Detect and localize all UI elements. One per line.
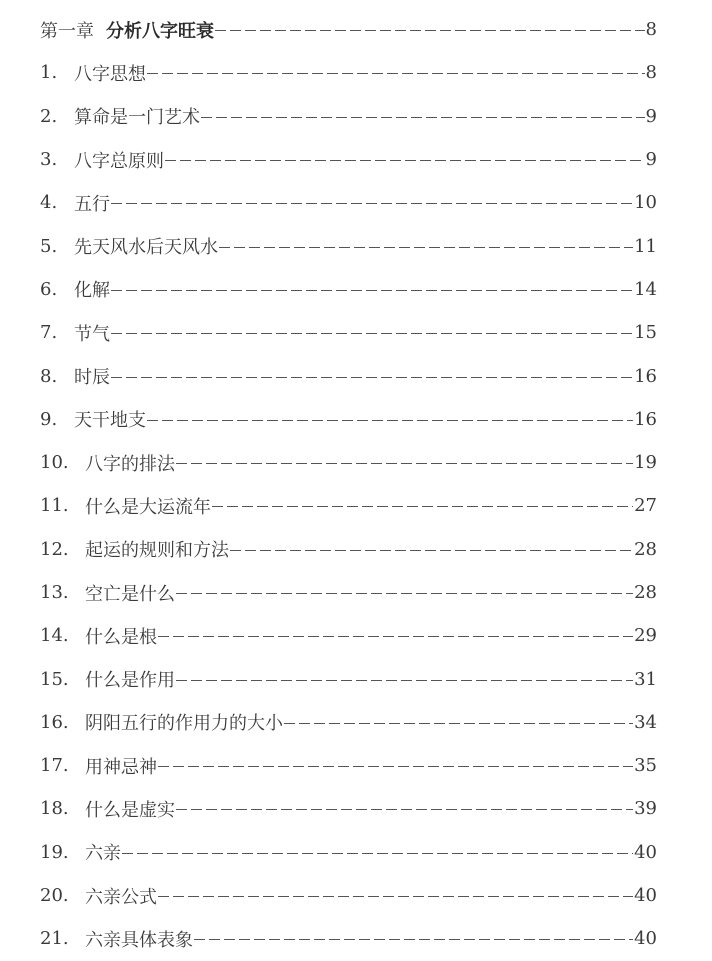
entry-page: 40 [634,885,657,907]
entry-page: 27 [634,495,657,517]
entry-number: 21. [40,928,69,950]
entry-title: 什么是作用 [85,670,175,692]
entry-number: 20. [40,885,69,907]
entry-page: 34 [634,711,657,733]
entry-title: 起运的规则和方法 [85,540,229,562]
entry-number: 17. [40,755,69,777]
entry-number: 3. [40,149,58,171]
toc-entry-row[interactable] [40,874,657,917]
entry-page: 40 [634,928,657,950]
toc-entry-row[interactable] [40,657,657,700]
entry-number: 16. [40,711,69,733]
entry-title: 八字总原则 [74,150,164,172]
toc-entry-row[interactable] [40,138,657,181]
dot-leader [158,896,633,897]
entry-title: 化解 [74,280,110,302]
entry-title: 八字的排法 [85,453,175,475]
chapter-prefix: 第一章 [40,20,94,42]
entry-number: 11. [40,495,69,517]
toc-entry-row[interactable] [40,95,657,138]
entry-number: 4. [40,192,58,214]
entry-page: 19 [634,452,657,474]
entry-number: 10. [40,452,69,474]
entry-page: 11 [634,235,657,257]
dot-leader [147,420,633,421]
toc-entry-row[interactable] [40,268,657,311]
entry-page: 28 [634,538,657,560]
entry-number: 18. [40,798,69,820]
toc-entry-row[interactable] [40,484,657,527]
entry-number: 6. [40,278,58,300]
toc-entry-row[interactable] [40,354,657,397]
entry-number: 2. [40,105,58,127]
entry-title: 阴阳五行的作用力的大小 [85,713,283,735]
toc-entry-row[interactable] [40,744,657,787]
dot-leader [230,550,633,551]
toc-entry-row[interactable] [40,787,657,830]
dot-leader [111,203,633,204]
dot-leader [111,290,633,291]
entry-page: 29 [634,625,657,647]
toc-entry-row[interactable] [40,181,657,224]
entry-page: 15 [634,322,657,344]
dot-leader [176,809,633,810]
entry-page: 31 [634,668,657,690]
entry-title: 什么是大运流年 [85,496,211,518]
entry-page: 9 [645,105,657,127]
dot-leader [176,593,633,594]
entry-title: 六亲公式 [85,886,157,908]
toc-entry-row[interactable] [40,917,657,960]
toc-chapter-row[interactable] [40,8,657,51]
entry-number: 8. [40,365,58,387]
toc-entry-row[interactable] [40,701,657,744]
entry-title: 五行 [74,193,110,215]
entry-page: 16 [634,408,657,430]
entry-number: 15. [40,668,69,690]
dot-leader [111,333,633,334]
entry-page: 35 [634,755,657,777]
entry-page: 8 [645,62,657,84]
toc-entry-row[interactable] [40,224,657,267]
dot-leader [147,73,645,74]
toc-entry-row[interactable] [40,311,657,354]
entry-page: 40 [634,841,657,863]
dot-leader [201,117,645,118]
chapter-title: 分析八字旺衰 [106,20,214,42]
table-of-contents [40,8,657,961]
entry-number: 1. [40,62,58,84]
dot-leader [165,160,645,161]
dot-leader [111,377,633,378]
entry-number: 14. [40,625,69,647]
toc-entry-row[interactable] [40,51,657,94]
entry-title: 六亲 [85,843,121,865]
entry-title: 天干地支 [74,410,146,432]
entry-title: 八字思想 [74,63,146,85]
entry-number: 9. [40,408,58,430]
entry-number: 12. [40,538,69,560]
dot-leader [158,636,633,637]
dot-leader [212,506,633,507]
dot-leader [284,723,633,724]
toc-entry-row[interactable] [40,528,657,571]
dot-leader [176,463,633,464]
toc-entry-row[interactable] [40,398,657,441]
dot-leader [219,247,633,248]
dot-leader [158,766,633,767]
entry-page: 28 [634,582,657,603]
entry-page: 9 [645,149,657,171]
dot-leader [215,30,645,31]
entry-title: 什么是虚实 [85,799,175,821]
dot-leader [176,680,633,681]
entry-title: 算命是一门艺术 [74,107,200,129]
dot-leader [122,853,633,854]
entry-number: 19. [40,841,69,863]
entry-title: 用神忌神 [85,756,157,778]
dot-leader [194,939,633,940]
entry-page: 16 [634,365,657,387]
entry-page: 14 [634,278,657,300]
entry-page: 10 [634,192,657,214]
entry-title: 六亲具体表象 [85,929,193,951]
chapter-page: 8 [645,19,657,41]
entry-title: 空亡是什么 [85,583,175,605]
entry-number: 7. [40,322,58,344]
toc-entry-row[interactable] [40,614,657,657]
entry-title: 节气 [74,323,110,345]
entry-title: 先天风水后天风水 [74,237,218,259]
entry-number: 13. [40,582,69,603]
entry-title: 时辰 [74,367,110,389]
toc-entry-row[interactable] [40,441,657,484]
toc-entry-row[interactable] [40,571,657,614]
toc-entry-row[interactable] [40,831,657,874]
entry-title: 什么是根 [85,626,157,648]
entry-page: 39 [634,798,657,820]
entry-number: 5. [40,235,58,257]
